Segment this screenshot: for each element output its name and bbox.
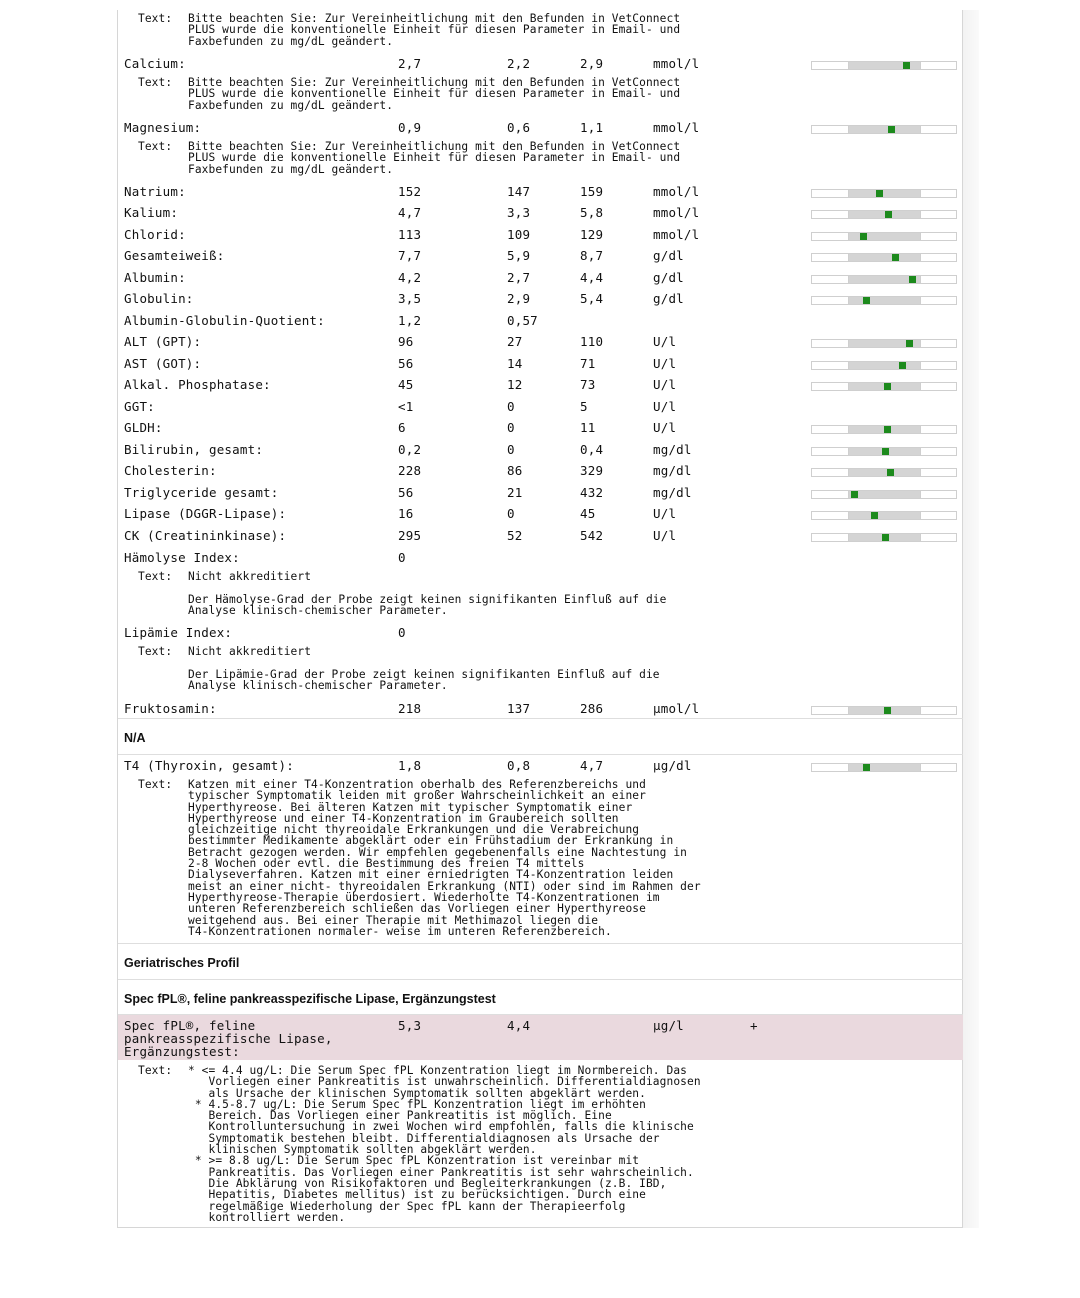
result-name: CK (Creatininkinase):: [124, 528, 287, 543]
result-name: Albumin:: [124, 270, 186, 285]
note-label: Text:: [138, 140, 173, 153]
unit-note: [138, 76, 681, 122]
reference-high: 129: [580, 227, 604, 242]
reference-low: 0,6: [507, 120, 531, 135]
result-name: Kalium:: [124, 205, 179, 220]
reference-high: 4,7: [580, 758, 604, 773]
reference-high: 1,1: [580, 120, 604, 135]
result-unit: g/dl: [653, 270, 684, 285]
result-unit: U/l: [653, 506, 677, 521]
result-unit: µg/l: [653, 1018, 684, 1033]
reference-range-bar: [811, 763, 957, 772]
reference-range-bar: [811, 490, 957, 499]
reference-high: 73: [580, 377, 596, 392]
reference-low: 147: [507, 184, 531, 199]
result-unit: U/l: [653, 377, 677, 392]
result-marker: [909, 276, 916, 283]
result-name: T4 (Thyroxin, gesamt):: [124, 758, 294, 773]
result-marker: [860, 233, 867, 240]
reference-high: 542: [580, 528, 604, 543]
result-marker: [882, 534, 889, 541]
separator: [118, 754, 963, 755]
note-text: Nicht akkreditiert: [188, 570, 312, 583]
reference-high: 432: [580, 485, 604, 500]
reference-range-bar: [811, 511, 957, 520]
section-heading-fpl: Spec fPL®, feline pankreasspezifische Lipase, Ergänzungstest: [124, 992, 496, 1006]
section-heading-geriatric: Geriatrisches Profil: [124, 956, 240, 970]
result-unit: mmol/l: [653, 184, 700, 199]
note-text: Bitte beachten Sie: Zur Vereinheitlichung mit den Befunden in VetConnect PLUS wurde die konventionelle Einheit für diesen Parameter in Email- und Faxbefunden zu mg/dL geändert.: [188, 12, 681, 48]
reference-low: 0: [507, 506, 515, 521]
result-name: Alkal. Phosphatase:: [124, 377, 271, 392]
lipaemie-note: [138, 668, 660, 703]
result-unit: mg/dl: [653, 485, 692, 500]
reference-range-bar: [811, 382, 957, 391]
page-shadow: [963, 10, 979, 1228]
result-value: 6: [398, 420, 406, 435]
result-value: 3,5: [398, 291, 422, 306]
reference-range-bar: [811, 296, 957, 305]
note-text: Bitte beachten Sie: Zur Vereinheitlichung mit den Befunden in VetConnect PLUS wurde die konventionelle Einheit für diesen Parameter in Email- und Faxbefunden zu mg/dL geändert.: [188, 140, 681, 176]
reference-low: 0: [507, 442, 515, 457]
t4-note: [138, 778, 701, 938]
note-label: Text:: [138, 76, 173, 89]
note-text: Nicht akkreditiert: [188, 645, 312, 658]
reference-range-bar: [811, 339, 957, 348]
result-name: Magnesium:: [124, 120, 202, 135]
result-unit: µmol/l: [653, 701, 700, 716]
result-value: 2,7: [398, 56, 422, 71]
reference-range-bar: [811, 232, 957, 241]
result-value: 56: [398, 356, 414, 371]
reference-low: 5,9: [507, 248, 531, 263]
note-text: Bitte beachten Sie: Zur Vereinheitlichung mit den Befunden in VetConnect PLUS wurde die konventionelle Einheit für diesen Parameter in Email- und Faxbefunden zu mg/dL geändert.: [188, 76, 681, 112]
reference-low: 86: [507, 463, 523, 478]
reference-high: 286: [580, 701, 604, 716]
result-marker: [863, 297, 870, 304]
reference-high: 5,8: [580, 205, 604, 220]
reference-range-bar: [811, 125, 957, 134]
reference-low: 14: [507, 356, 523, 371]
result-unit: U/l: [653, 356, 677, 371]
reference-range-bar: [811, 210, 957, 219]
reference-low: 0,8: [507, 758, 531, 773]
reference-high: 110: [580, 334, 604, 349]
reference-low: 0: [507, 399, 515, 414]
reference-low: 0: [507, 420, 515, 435]
fpl-note: [138, 1064, 701, 1224]
unit-note: [138, 12, 681, 58]
result-marker: [903, 62, 910, 69]
note-label: Text:: [138, 778, 173, 791]
result-name: Natrium:: [124, 184, 186, 199]
result-value: 1,2: [398, 313, 422, 328]
reference-high: 4,4: [580, 270, 604, 285]
reference-low: 137: [507, 701, 531, 716]
result-unit: mg/dl: [653, 463, 692, 478]
result-name: Hämolyse Index:: [124, 550, 240, 565]
note-label: Text:: [138, 570, 173, 583]
result-unit: mmol/l: [653, 56, 700, 71]
result-marker: [899, 362, 906, 369]
result-name: Cholesterin:: [124, 463, 217, 478]
result-value: 96: [398, 334, 414, 349]
reference-low: 2,2: [507, 56, 531, 71]
note-text: Katzen mit einer T4-Konzentration oberhalb des Referenzbereichs und typischer Symptomatik leiden mit großer Wahrscheinlichkeit an einer Hyperthyreose. Bei älteren Katzen mit typischer Symptomatik einer Hyperthyreose und einer T4-Konzentration im Graubereich sollten gleichzeitige nicht thyreoidale Erkrankungen und die Verabreichung bestimmter Medikamente abgeklärt oder ein Frühstadium der Erkrankung in Betracht gezogen werden. Wir empfehlen gegebenenfalls eine Nachtestung in 2-8 Wochen oder evtl. die Bestimmung des freien T4 mittels Dialyseverfahren. Katzen mit einer erniedrigten T4-Konzentration leiden meist an einer nicht- thyreoidalen Erkrankung (NTI) oder sind im Rahmen der Hyperthyreose-Therapie überdosiert. Wiederholte T4-Konzentrationen im unteren Referenzbereich schließen das Vorliegen einer Hyperthyreose weitgehend aus. Bei einer Therapie mit Methimazol liegen die T4-Konzentrationen normaler- weise im unteren Referenzbereich.: [188, 778, 701, 938]
result-name: Spec fPL®, feline pankreasspezifische Lipase, Ergänzungstest:: [124, 1018, 333, 1059]
result-value: 4,2: [398, 270, 422, 285]
result-marker: [863, 764, 870, 771]
result-value: 4,7: [398, 205, 422, 220]
result-value: 0,9: [398, 120, 422, 135]
result-value: 218: [398, 701, 422, 716]
result-unit: mmol/l: [653, 227, 700, 242]
note-label: Text:: [138, 645, 173, 658]
result-name: Calcium:: [124, 56, 186, 71]
lab-report-page: [117, 10, 963, 1228]
reference-range-bar: [811, 253, 957, 262]
result-value: 113: [398, 227, 422, 242]
result-value: 295: [398, 528, 422, 543]
reference-high: 0,4: [580, 442, 604, 457]
result-value: <1: [398, 399, 414, 414]
section-heading-na: N/A: [124, 731, 146, 745]
separator: [118, 718, 963, 719]
reference-range-bar: [811, 706, 957, 715]
result-marker: [884, 707, 891, 714]
reference-range-bar: [811, 447, 957, 456]
result-value: 0,2: [398, 442, 422, 457]
result-unit: U/l: [653, 334, 677, 349]
reference-range-bar: [811, 361, 957, 370]
reference-high: 45: [580, 506, 596, 521]
result-marker: [884, 426, 891, 433]
result-name: Bilirubin, gesamt:: [124, 442, 264, 457]
reference-range-bar: [811, 61, 957, 70]
note-label: Text:: [138, 1064, 173, 1077]
reference-range-bar: [811, 468, 957, 477]
result-unit: mmol/l: [653, 120, 700, 135]
reference-high: 71: [580, 356, 596, 371]
result-unit: U/l: [653, 528, 677, 543]
result-name: ALT (GPT):: [124, 334, 202, 349]
result-value: 7,7: [398, 248, 422, 263]
reference-range-bar: [811, 533, 957, 542]
result-value: 16: [398, 506, 414, 521]
result-value: 56: [398, 485, 414, 500]
result-value: 0: [398, 625, 406, 640]
reference-high: 329: [580, 463, 604, 478]
reference-low: 2,7: [507, 270, 531, 285]
result-marker: [882, 448, 889, 455]
reference-range-bar: [811, 425, 957, 434]
haemolyse-note: [138, 593, 667, 628]
result-marker: [851, 491, 858, 498]
result-value: 1,8: [398, 758, 422, 773]
reference-high: 5,4: [580, 291, 604, 306]
result-marker: [884, 383, 891, 390]
result-marker: [892, 254, 899, 261]
reference-high: 11: [580, 420, 596, 435]
note-label: Text:: [138, 12, 173, 25]
reference-high: 159: [580, 184, 604, 199]
result-name: GLDH:: [124, 420, 163, 435]
note-text: Der Lipämie-Grad der Probe zeigt keinen signifikanten Einfluß auf die Analyse klinisch-chemischer Parameter.: [188, 668, 660, 693]
result-unit: mmol/l: [653, 205, 700, 220]
reference-high: 2,9: [580, 56, 604, 71]
abnormal-flag: +: [750, 1018, 758, 1033]
result-marker: [871, 512, 878, 519]
result-unit: U/l: [653, 399, 677, 414]
result-value: 0: [398, 550, 406, 565]
reference-high: 5: [580, 399, 588, 414]
note-text: * <= 4.4 ug/L: Die Serum Spec fPL Konzentration liegt im Normbereich. Das Vorliegen einer Pankreatitis ist unwahrscheinlich. Differentialdiagnosen als Ursache der klinischen Symptomatik sollten abgeklärt werden. * 4.5-8.7 ug/L: Die Serum Spec fPL Konzentration liegt im erhöhten Bereich. Das Vorliegen einer Pankreatitis ist möglich. Eine Kontrolluntersuchung in zwei Wochen wird empfohlen, falls die klinische Symptomatik bestehen bleibt. Differentialdiagnosen als Ursache der klinischen Symptomatik sollten abgeklärt werden. * >= 8.8 ug/L: Die Serum Spec fPL Konzentration ist vereinbar mit Pankreatitis. Das Vorliegen einer Pankreatitis ist sehr wahrscheinlich. Die Abklärung von Risikofaktoren und Begleiterkrankungen (z.B. IBD, Hepatitis, Diabetes mellitus) ist zu berücksichtigen. Durch eine regelmäßige Wiederholung der Spec fPL kann der Therapieerfolg kontrolliert werden.: [188, 1064, 701, 1224]
separator: [118, 979, 963, 980]
reference-low: 109: [507, 227, 531, 242]
result-name: Albumin-Globulin-Quotient:: [124, 313, 325, 328]
result-value: 5,3: [398, 1018, 422, 1033]
result-marker: [887, 469, 894, 476]
result-value: 152: [398, 184, 422, 199]
result-name: Chlorid:: [124, 227, 186, 242]
result-name: AST (GOT):: [124, 356, 202, 371]
separator: [118, 943, 963, 944]
reference-low: 3,3: [507, 205, 531, 220]
result-unit: µg/dl: [653, 758, 692, 773]
result-value: 45: [398, 377, 414, 392]
result-name: Triglyceride gesamt:: [124, 485, 279, 500]
reference-low: 4,4: [507, 1018, 531, 1033]
result-name: Gesamteiweiß:: [124, 248, 225, 263]
reference-low: 27: [507, 334, 523, 349]
result-unit: g/dl: [653, 291, 684, 306]
reference-high: 8,7: [580, 248, 604, 263]
note-text: Der Hämolyse-Grad der Probe zeigt keinen signifikanten Einfluß auf die Analyse klinisch-chemischer Parameter.: [188, 593, 667, 618]
result-value: 228: [398, 463, 422, 478]
result-name: Fruktosamin:: [124, 701, 217, 716]
reference-range-bar: [811, 275, 957, 284]
result-name: GGT:: [124, 399, 155, 414]
unit-note: [138, 140, 681, 186]
reference-low: 52: [507, 528, 523, 543]
result-marker: [888, 126, 895, 133]
reference-low: 21: [507, 485, 523, 500]
result-marker: [906, 340, 913, 347]
reference-low: 12: [507, 377, 523, 392]
result-marker: [885, 211, 892, 218]
result-name: Lipämie Index:: [124, 625, 233, 640]
result-name: Globulin:: [124, 291, 194, 306]
result-marker: [876, 190, 883, 197]
reference-low: 2,9: [507, 291, 531, 306]
result-name: Lipase (DGGR-Lipase):: [124, 506, 287, 521]
reference-low: 0,57: [507, 313, 538, 328]
result-unit: g/dl: [653, 248, 684, 263]
reference-range-bar: [811, 189, 957, 198]
result-unit: U/l: [653, 420, 677, 435]
result-unit: mg/dl: [653, 442, 692, 457]
